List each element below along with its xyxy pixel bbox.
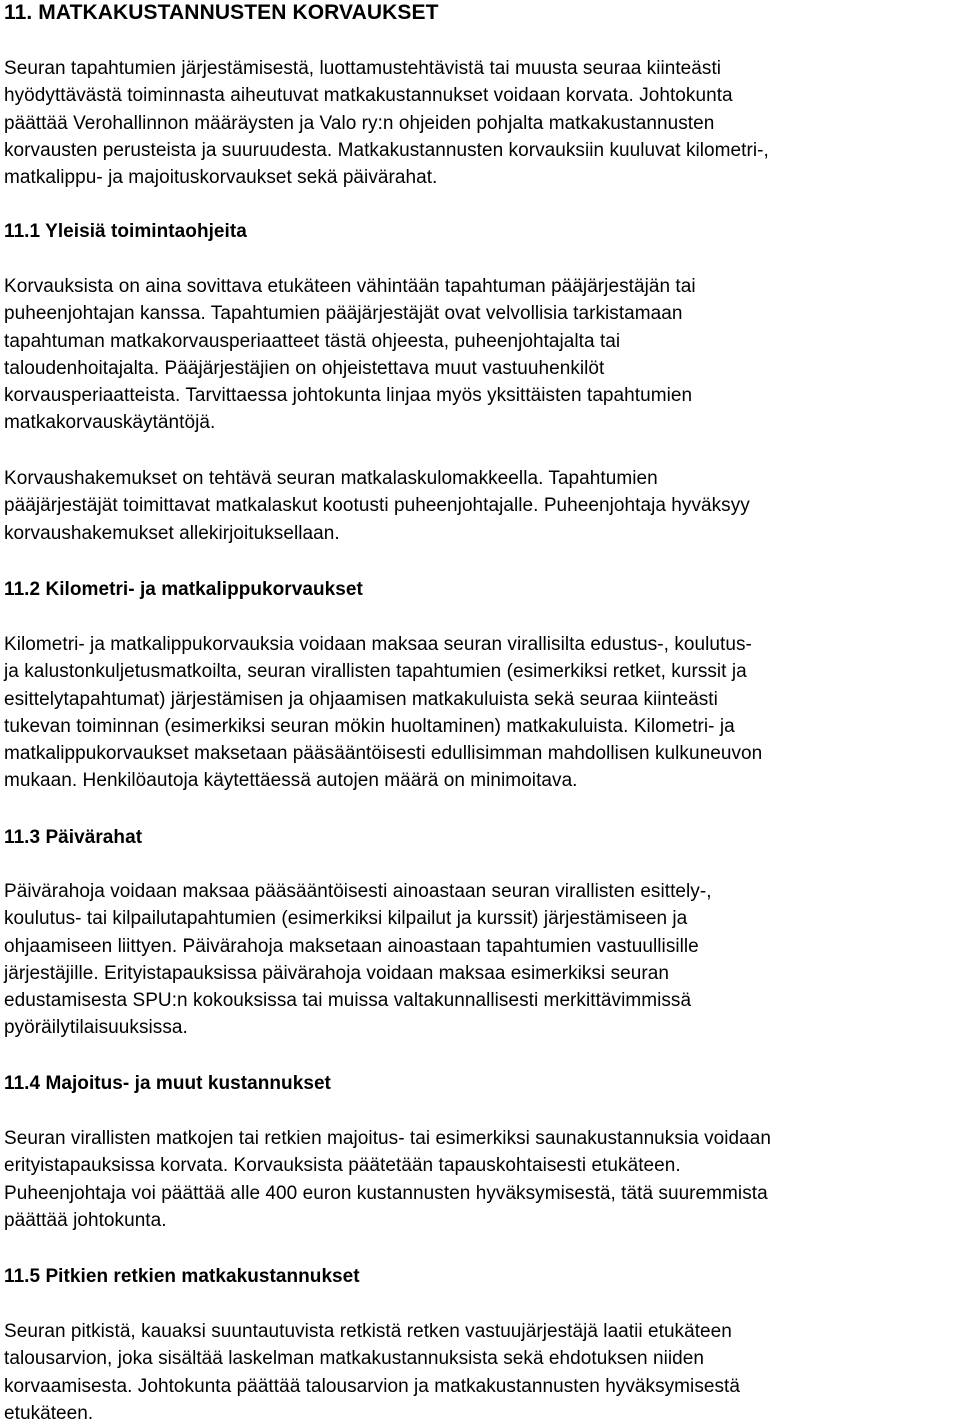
intro-paragraph	[4, 55, 769, 191]
text-line: korvaamisesta. Johtokunta päättää talousarvion ja matkakustannusten hyväksymisestä	[4, 1375, 740, 1397]
text-line: hyödyttävästä toiminnasta aiheutuvat matkakustannukset voidaan korvata. Johtokunta	[4, 85, 733, 107]
text-line: päättää johtokunta.	[4, 1209, 167, 1231]
section-paragraph	[4, 273, 696, 437]
text-line: Seuran virallisten matkojen tai retkien majoitus- tai esimerkiksi saunakustannuksia voidaan	[4, 1128, 772, 1149]
text-line: korvausperiaatteista. Tarvittaessa johtokunta linjaa myös yksittäisten tapahtumien	[4, 385, 693, 407]
section-paragraph	[4, 631, 762, 795]
text-line: Puheenjohtaja voi päättää alle 400 euron kustannusten hyväksymisestä, tätä suuremmista	[4, 1182, 768, 1204]
section-heading: 11.1 Yleisiä toimintaohjeita	[4, 221, 247, 242]
text-line: matkalippu- ja majoituskorvaukset sekä päivärahat.	[4, 167, 438, 189]
text-line: korvausten perusteista ja suuruudesta. Matkakustannusten korvauksiin kuuluvat kilometri-,	[4, 139, 769, 161]
section-paragraph	[4, 1318, 740, 1427]
text-line: matkalippukorvaukset maksetaan pääsääntöisesti edullisimman mahdollisen kulkuneuvon	[4, 743, 763, 765]
section-paragraph	[4, 878, 712, 1042]
section-paragraph	[4, 465, 750, 547]
text-line: Seuran pitkistä, kauaksi suuntautuvista retkistä retken vastuujärjestäjä laatii etukäteen	[4, 1321, 732, 1342]
text-line: Kilometri- ja matkalippukorvauksia voidaan maksaa seuran virallisilta edustus-, koulutus-	[4, 634, 752, 655]
text-line: puheenjohtajan kanssa. Tapahtumien pääjärjestäjät ovat velvollisia tarkistamaan	[4, 303, 683, 325]
text-line: mukaan. Henkilöautoja käytettäessä autojen määrä on minimoitava.	[4, 770, 578, 792]
text-line: järjestäjille. Erityistapauksissa päivärahoja voidaan maksaa esimerkiksi seuran	[4, 962, 670, 984]
section-heading: 11.2 Kilometri- ja matkalippukorvaukset	[4, 579, 363, 600]
text-line: pyöräilytilaisuuksissa.	[4, 1017, 188, 1039]
text-line: matkakorvauskäytäntöjä.	[4, 412, 216, 434]
section-heading: 11.5 Pitkien retkien matkakustannukset	[4, 1266, 360, 1287]
text-line: esittelytapahtumat) järjestämisen ja ohjaamisen matkakuluista sekä seuraa kiinteästi	[4, 688, 718, 710]
text-line: Päivärahoja voidaan maksaa pääsääntöisesti ainoastaan seuran virallisten esittely-,	[4, 881, 712, 902]
text-line: etukäteen.	[4, 1402, 94, 1424]
text-line: talousarvion, joka sisältää laskelman matkakustannuksista sekä ehdotuksen niiden	[4, 1348, 705, 1370]
text-line: Korvaushakemukset on tehtävä seuran matkalaskulomakkeella. Tapahtumien	[4, 468, 658, 489]
text-line: tukevan toiminnan (esimerkiksi seuran mökin huoltaminen) matkakuluista. Kilometri- ja	[4, 715, 735, 737]
text-line: Seuran tapahtumien järjestämisestä, luottamustehtävistä tai muusta seuraa kiinteästi	[4, 58, 722, 79]
document-title: 11. MATKAKUSTANNUSTEN KORVAUKSET	[4, 1, 439, 24]
text-line: pääjärjestäjät toimittavat matkalaskut kootusti puheenjohtajalle. Puheenjohtaja hyväksyy	[4, 495, 750, 517]
section-heading: 11.3 Päivärahat	[4, 827, 143, 848]
text-line: ohjaamiseen liittyen. Päivärahoja maksetaan ainoastaan tapahtumien vastuullisille	[4, 935, 699, 957]
section-heading: 11.4 Majoitus- ja muut kustannukset	[4, 1073, 331, 1094]
text-line: korvaushakemukset allekirjoituksellaan.	[4, 522, 340, 544]
text-line: erityistapauksissa korvata. Korvauksista päätetään tapauskohtaisesti etukäteen.	[4, 1155, 681, 1177]
text-line: Korvauksista on aina sovittava etukäteen vähintään tapahtuman pääjärjestäjän tai	[4, 276, 696, 297]
text-line: taloudenhoitajalta. Pääjärjestäjien on ohjeistettava muut vastuuhenkilöt	[4, 357, 605, 379]
text-line: päättää Verohallinnon määräysten ja Valo ry:n ohjeiden pohjalta matkakustannusten	[4, 112, 715, 134]
text-line: edustamisesta SPU:n kokouksissa tai muissa valtakunnallisesti merkittävimmissä	[4, 990, 692, 1012]
text-line: ja kalustonkuljetusmatkoilta, seuran virallisten tapahtumien (esimerkiksi retket, kurssit ja	[4, 661, 747, 683]
text-line: koulutus- tai kilpailutapahtumien (esimerkiksi kilpailut ja kurssit) järjestämiseen ja	[4, 908, 688, 930]
text-line: tapahtuman matkakorvausperiaatteet tästä ohjeesta, puheenjohtajalta tai	[4, 330, 621, 352]
section-paragraph	[4, 1125, 771, 1234]
